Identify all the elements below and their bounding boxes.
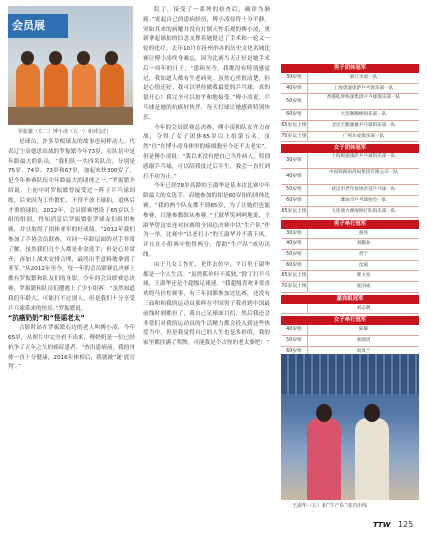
results-block-women-team: [281, 144, 419, 217]
champion-name: 刘志晓: [356, 305, 371, 311]
table-row: [281, 336, 419, 347]
table-row: [281, 84, 419, 95]
team-photo: [8, 6, 133, 125]
results-table: [281, 64, 419, 370]
table-row: [281, 153, 419, 169]
age-group: 40岁组: [281, 84, 308, 94]
age-group: 70岁以上组: [281, 132, 308, 142]
champion-name: 刘鹏泰: [356, 241, 371, 247]
age-group: 30岁组: [281, 73, 308, 83]
block-title: 女子团体冠军: [281, 144, 419, 153]
champion-name: 胡凤兰: [356, 348, 371, 354]
champion-name: 上海奥迪康萨乒乓球俱乐部一队: [331, 154, 396, 160]
table-row: [281, 73, 419, 84]
article-paragraph: 今年的会员联赛总决赛，傅小凌和队友齐力奋战，夺得了女子团体65岁以上组第五名。虽然“往”在博小凌身体里的癌细胞至今还不太老实”，但是傅小凌说：“我以来没有把自己当作病人，特别感谢乒乓球，可以陪我度过后半生，我会一直打到打不动为止。”: [143, 124, 270, 180]
age-group: 60岁组: [281, 347, 308, 357]
champion-name: 沈斌: [358, 262, 369, 268]
table-row: [281, 325, 419, 336]
table-row: [281, 239, 419, 250]
age-group: 65岁以上组: [281, 121, 308, 131]
age-group: 60岁组: [281, 196, 308, 206]
article-column-1: [8, 138, 135, 528]
age-group: 70岁以上组: [281, 282, 308, 292]
age-group: 50岁组: [281, 94, 308, 109]
magazine-logo: TTW: [373, 521, 391, 529]
photo-caption: 王淑华（左）和“生产队”成功出线: [292, 503, 368, 509]
table-tennis-table: [8, 107, 133, 125]
age-group: 60岁组: [281, 110, 308, 120]
champion-name: 上海奥迪康萨乒乓俱乐部一队: [333, 85, 394, 91]
champion-name: 潍坊市乒乓球协会一队: [340, 198, 387, 204]
table-row: [281, 94, 419, 110]
table-row: [281, 304, 419, 315]
article-paragraph: 合影时站在罗振繁右边的老人叫傅小凌，今年65岁，从照片中完全看不出来，傅奶奶是一位已经抗争了五年之久的癌症患者。“查出患病前，我的身体一直十分健康，2016年体检后，我就被”谜‘底宣判’。”: [8, 325, 135, 371]
champion-name: 大连康力源海纳打队俱乐部一队: [331, 208, 396, 214]
results-block-guest: [281, 295, 419, 315]
table-row: [281, 282, 419, 293]
champion-name: 北京天鹅湖翼乒乓球俱乐部一队: [331, 123, 396, 129]
section-heading: “抗癌奶奶”和“怪谣老太”: [8, 314, 85, 323]
page-number: 125: [398, 520, 414, 529]
person-head: [49, 51, 62, 65]
table-row: [281, 132, 419, 143]
champion-name: 武汉市老年体协杂技乒乓球一队: [331, 187, 396, 193]
champion-name: 大连顺耀峰俱乐部一队: [340, 112, 387, 118]
photo-caption: 罗振繁（左二）博小凌（右一）和球友们: [18, 129, 109, 135]
table-row: [281, 271, 419, 282]
person-head: [105, 51, 118, 65]
champion-name: 香港乾坤快递集团乒乓球俱乐部一队: [326, 95, 401, 101]
age-group: 50岁组: [281, 185, 308, 195]
block-title: 嘉宾组冠军: [281, 295, 419, 304]
person-figure: [307, 418, 341, 500]
table-row: [281, 196, 419, 207]
block-title: 男子单打冠军: [281, 220, 419, 229]
article-column-2: [143, 6, 270, 526]
block-title: 女子单打冠军: [281, 316, 419, 325]
age-group: 60岁组: [281, 261, 308, 271]
article-paragraph: 今年已经78岁高龄的王淑华是基本次比赛中年龄最大的女选手，而她参加的却是60岁组的团体比赛。“我的两个队友都不到65岁，为了让她们也能参赛，只能参数组从参赛。”王淑华笑呵呵地说，王淑华曾这安连对抗赛的全国总决赛中以“生产队”作为一举，比赛中“以老打小”的王淑华并不落下风，并且在小组赛中独得两分，帮助“生产队”成功出线。: [143, 183, 270, 258]
article-paragraph: 院了，接受了一系列的检查后，确诊为肺癌。”说起自己的患病经历，傅小凌显得十分平静，突如其来的病魔并没有打倒天性乐观的傅小凌，重新拿起球拍的信念支撑着她挺过了手术和一轮又一轮的化疗。去年10月在抚州举办的历史文化名城比赛让傅小凌终身难忘，因为比赛当天正好是她手术后一周年的日子，“患病至今，我都没有特别感觉过，我知道人都有生老病死，虽然心里很清楚，但是心情还好。我可以坚持做我最爱的乒乓球，真的很开心！我完全可以按平和地接受。”傅小凌说，乒乓球是她的抗癌好伙伴，每天打球让她感到特别快乐。: [143, 7, 270, 121]
table-row: [281, 229, 419, 240]
event-banner: 会员展: [8, 14, 68, 38]
table-row: [281, 250, 419, 261]
person-head: [21, 51, 34, 65]
article-paragraph: 由于儿女工作忙，老伴去仿早，平日里王淑华都是一个人生活。“虽然孤单但不孤独，”除了打乒乓球，王淑华还是个超级足球迷，“我超级喜欢非常喜欢的马拉松赛事，有三年间都参加过比赛，还没有三面和和我的运动员那样在中国男子我看到中国最前线时刻都有了，我自己足球面目们，然后我还会非常们对我的运动员的生活精力都会投入到这些热爱当中，但是我觉得自己的人生也是多彩的，我的家里都挂满了奖牌，可能我是个古怪的老太婆吧！”: [143, 261, 270, 347]
champion-name: 张晓清: [356, 338, 371, 343]
age-group: 50岁组: [281, 336, 308, 346]
champion-name: 中国铁路南昌局集团有限公司一队: [329, 170, 398, 176]
table-row: [281, 121, 419, 132]
champion-name: 贾宁: [358, 251, 369, 257]
person-head: [316, 404, 332, 422]
champion-name: 陈静: [358, 327, 369, 333]
age-group: 30岁组: [281, 229, 308, 239]
table-row: [281, 207, 419, 218]
table-row: [281, 110, 419, 121]
age-group: 65岁以上组: [281, 271, 308, 281]
age-group: [281, 304, 308, 314]
background-stands: [281, 354, 419, 394]
results-block-men-team: [281, 64, 419, 142]
person-figure: [355, 418, 389, 500]
champion-name: 浙江水谱一队: [349, 75, 378, 80]
results-block-men-singles: [281, 220, 419, 293]
champion-name: 广州功成俱乐部一队: [342, 133, 385, 139]
article-paragraph: 星球员，许多草根球友的故事也同样动人。代表辽宁高德思出战的罗振繁今年73岁，在队伍中是年龄最大的队员。“我们队一共四名队员，分别是75岁、74岁、73岁和67岁，加起来快300岁了，是今年参赛队伍中年龄最大的团体之一。”罗振繁介绍说，上初中时罗振繁曾接受过一阵子乒乓球训练，后来因为工作繁忙，不得不放下球拍，退休后才重拾球拍。2012年，会员联赛增设了65岁以上组的组别，得知消息后罗振繁张罗球友们组团参赛，并且取得了团体亚军的好成绩。“2012年我们参加了乒协会员联赛，对同一年龄层面的对手非常了解，虽然我们几个人都是业余选手，但是心非常齐，再加上战术安排合理，最终出乎意料地拿到了亚军。”从2012年至今，每一年的会员联赛总决赛上都有罗振繁和队友们的身影。今年的会员联赛总决赛，罗振繁和队员们遭遇上了少小组赛：“虽然知道我们年龄大，可能打不过别人，但是我们十分享受乒乓球带来的快乐。”罗振繁说。: [8, 139, 135, 312]
champion-name: 蔡亮: [358, 230, 369, 236]
players-photo: [281, 354, 419, 500]
age-group: 40岁组: [281, 325, 308, 335]
age-group: 40岁组: [281, 169, 308, 184]
age-group: 50岁组: [281, 250, 308, 260]
block-title: 男子团体冠军: [281, 64, 419, 73]
champion-name: 张国成: [356, 283, 371, 289]
age-group: 30岁组: [281, 153, 308, 168]
person-head: [364, 404, 380, 422]
table-row: [281, 169, 419, 185]
champion-name: 蒙文亮: [356, 273, 371, 279]
table-row: [281, 185, 419, 196]
table-row: [281, 261, 419, 272]
age-group: 65岁以上组: [281, 207, 308, 217]
person-head: [77, 51, 90, 65]
age-group: 40岁组: [281, 239, 308, 249]
